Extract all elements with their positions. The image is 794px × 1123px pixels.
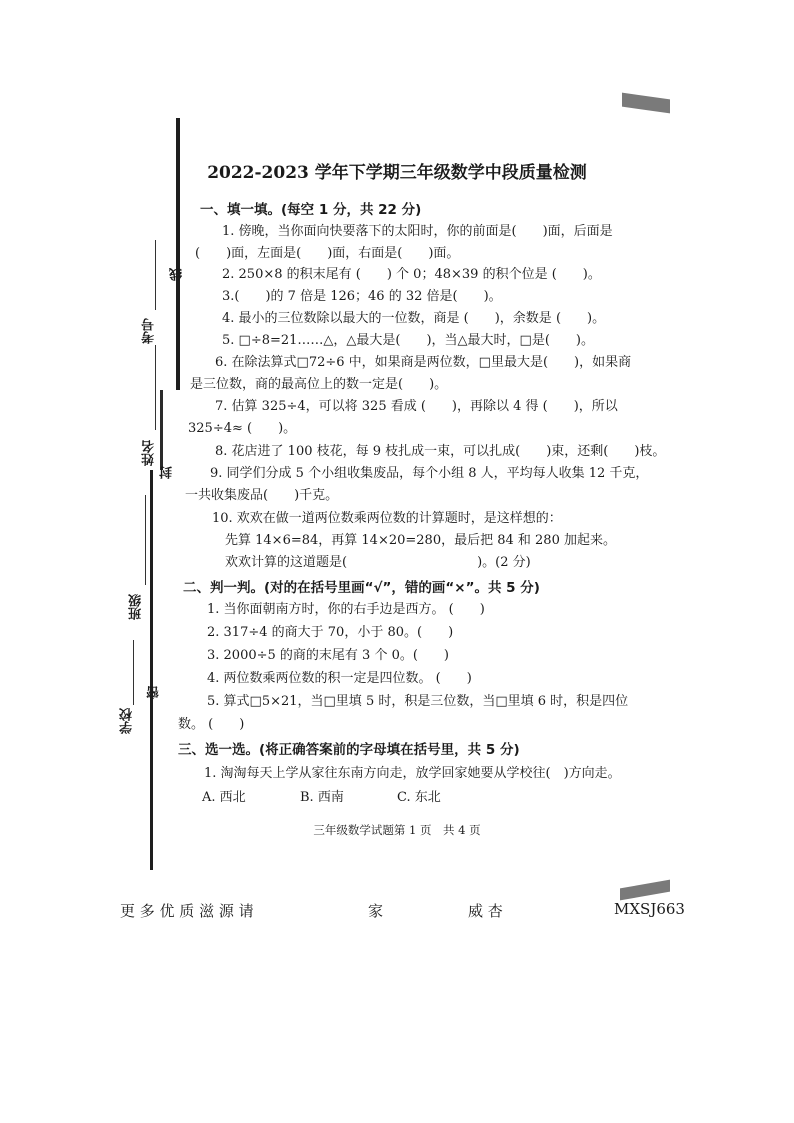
s3-option-c: C. 东北 [397,790,441,805]
s2-line: 5. 算式□5×21，当□里填 5 时，积是三位数，当□里填 6 时，积是四位 [207,694,629,709]
s1-line: 9. 同学们分成 5 个小组收集废品，每个小组 8 人，平均每人收集 12 千克， [210,466,649,481]
s1-line: 6. 在除法算式□72÷6 中，如果商是两位数，□里最大是( )，如果商 [215,355,632,370]
xuexiao-label: 学校 [120,708,135,734]
s1-line: 10. 欢欢在做一道两位数乘两位数的计算题时，是这样想的： [212,511,562,526]
banner-left: 更 多 优 质 滋 源 请 [120,902,254,920]
section2-heading: 二、判一判。(对的在括号里画“√”，错的画“×”。共 5 分) [183,580,540,596]
s3-option-a: A. 西北 [202,790,246,805]
xuexiao-fill-line [133,640,134,705]
page-footer: 三年级数学试题第 1 页 共 4 页 [313,823,481,837]
banji-fill-line [145,495,146,585]
banner-right: MXSJ663 [614,900,685,918]
page-title: 2022-2023 学年下学期三年级数学中段质量检测 [207,163,587,183]
s1-line: 5. □÷8=21……△，△最大是( )，当△最大时，□是( )。 [222,333,594,348]
binding-line-bottom [150,470,153,870]
s1-line: ( )面，左面是( )面，右面是( )面。 [195,246,460,261]
s3-line: 1. 淘淘每天上学从家往东南方向走，放学回家她要从学校往( )方向走。 [204,766,621,781]
binding-line-middle [160,390,163,470]
s1-line: 一共收集废品( )千克。 [185,488,339,503]
s1-line: 欢欢计算的这道题是( )。(2 分) [225,555,531,570]
s2-line: 2. 317÷4 的商大于 70，小于 80。( ) [207,625,454,640]
s1-line: 2. 250×8 的积末尾有 ( ) 个 0；48×39 的积个位是 ( )。 [222,267,601,282]
s1-line: 1. 傍晚，当你面向快要落下的太阳时，你的前面是( )面，后面是 [222,224,613,239]
xingming-fill-line [155,345,156,430]
s1-line: 7. 估算 325÷4，可以将 325 看成 ( )，再除以 4 得 ( )，所以 [215,399,618,414]
xingming-label: 姓名 [142,440,157,466]
seal-xian: 线 [170,268,185,281]
seal-mi: 密 [147,686,162,699]
s1-line: 3.( )的 7 倍是 126；46 的 32 倍是( )。 [222,289,502,304]
section3-heading: 三、选一选。(将正确答案前的字母填在括号里，共 5 分) [178,742,520,758]
s1-line: 是三位数，商的最高位上的数一定是( )。 [190,377,448,392]
corner-mark-top [622,93,670,114]
s3-option-b: B. 西南 [300,790,344,805]
s2-line: 1. 当你面朝南方时，你的右手边是西方。 ( ) [207,602,485,617]
banji-label: 班级 [129,594,144,620]
kaohao-fill-line [155,240,156,310]
s2-line: 4. 两位数乘两位数的积一定是四位数。 ( ) [207,671,472,686]
kaohao-label: 考号 [142,318,157,344]
s1-line: 先算 14×6=84，再算 14×20=280，最后把 84 和 280 加起来。 [225,533,616,548]
banner-mid1: 家 [368,902,384,920]
corner-mark-bottom [620,880,670,901]
s1-line: 4. 最小的三位数除以最大的一位数，商是 ( )，余数是 ( )。 [222,311,606,326]
s1-line: 325÷4≈ ( )。 [188,421,297,436]
seal-feng: 封 [160,466,175,479]
s1-line: 8. 花店进了 100 枝花，每 9 枝扎成一束，可以扎成( )束，还剩( )枝。 [215,444,666,459]
section1-heading: 一、填一填。(每空 1 分，共 22 分) [200,202,422,218]
banner-mid2: 威 杏 [468,902,503,920]
s2-line: 3. 2000÷5 的商的末尾有 3 个 0。( ) [207,648,449,663]
s2-line: 数。 ( ) [178,717,245,732]
